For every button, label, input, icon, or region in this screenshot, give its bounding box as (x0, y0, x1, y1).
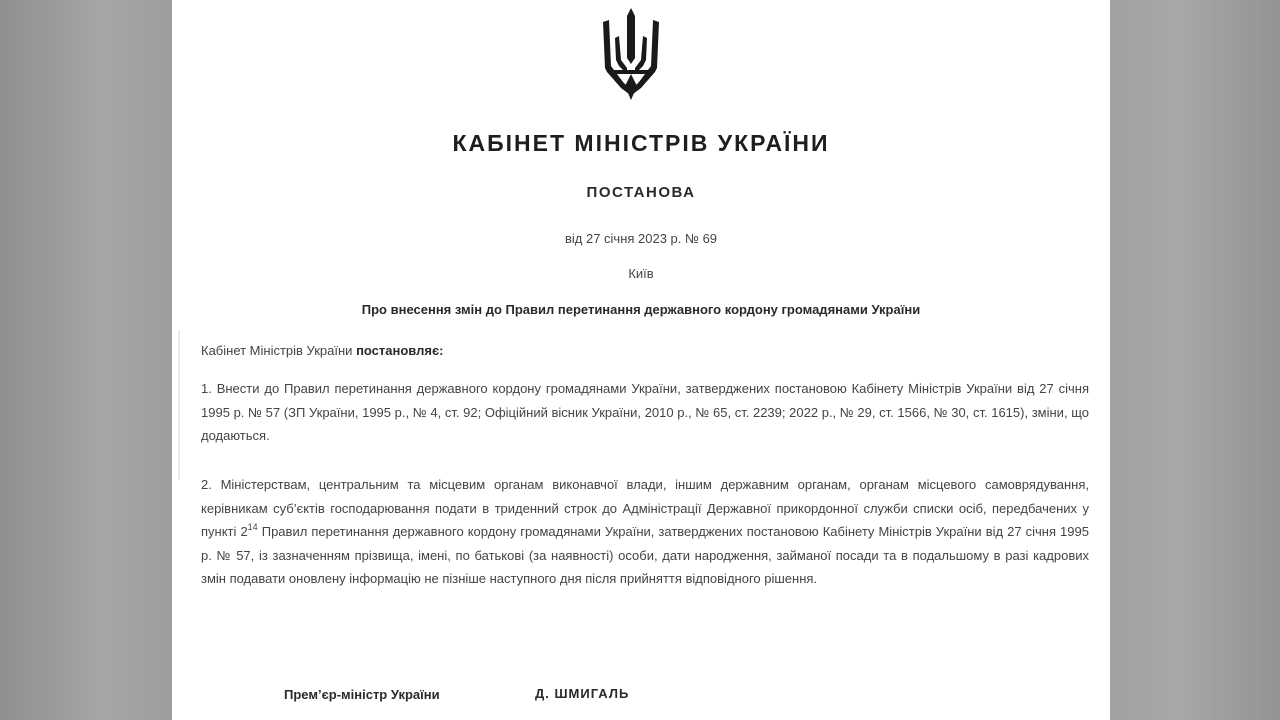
signatory-name: Д. ШМИГАЛЬ (535, 686, 630, 701)
paragraph-2-superscript: 14 (247, 522, 258, 532)
document-page (172, 0, 1110, 720)
date-number: від 27 січня 2023 р. № 69 (564, 231, 718, 246)
trident-icon (601, 8, 661, 100)
document-subject: Про внесення змін до Правил перетинання державного кордону громадянами України (361, 302, 921, 317)
intro-bold: постановляє: (356, 343, 444, 358)
paragraph-2-part-2: Правил перетинання державного кордону громадянами України, затверджених постановою Кабінету Міністрів України від 27 січня 1995 р. № 57, із зазначенням прізвища, імені, по батькові (за наявності) особи, дати народження, займаної посади та в подальшому в разі кадрових змін подавати оновлену інформацію не пізніше наступного дня після прийняття відповідного рішення. (201, 524, 1089, 586)
intro-prefix: Кабінет Міністрів України (201, 343, 353, 358)
signatory-role: Прем’єр-міністр України (284, 687, 440, 702)
document-type: ПОСТАНОВА (586, 184, 696, 201)
paragraph-1: 1. Внести до Правил перетинання державного кордону громадянами України, затверджених постановою Кабінету Міністрів України від 27 січня 1995 р. № 57 (ЗП України, 1995 р., № 4, ст. 92; Офіційний вісник України, 2010 р., № 65, ст. 2239; 2022 р., № 29, ст. 1566, № 30, ст. 1615), зміни, що додаються. (201, 381, 1089, 443)
intro-line (201, 343, 443, 358)
paragraph-2-part-1: 2. Міністерствам, центральним та місцевим органам виконавчої влади, іншим державним органам, органам місцевого самоврядування, керівникам суб’єктів господарювання подати в триденний строк до Адміністрації Державної прикордонної служби списки осіб, передбачених у пункті 2 (201, 477, 1089, 539)
margin-line (178, 330, 180, 480)
city: Київ (628, 266, 654, 281)
paragraph-2 (201, 473, 1089, 591)
government-title: КАБІНЕТ МІНІСТРІВ УКРАЇНИ (452, 130, 830, 156)
